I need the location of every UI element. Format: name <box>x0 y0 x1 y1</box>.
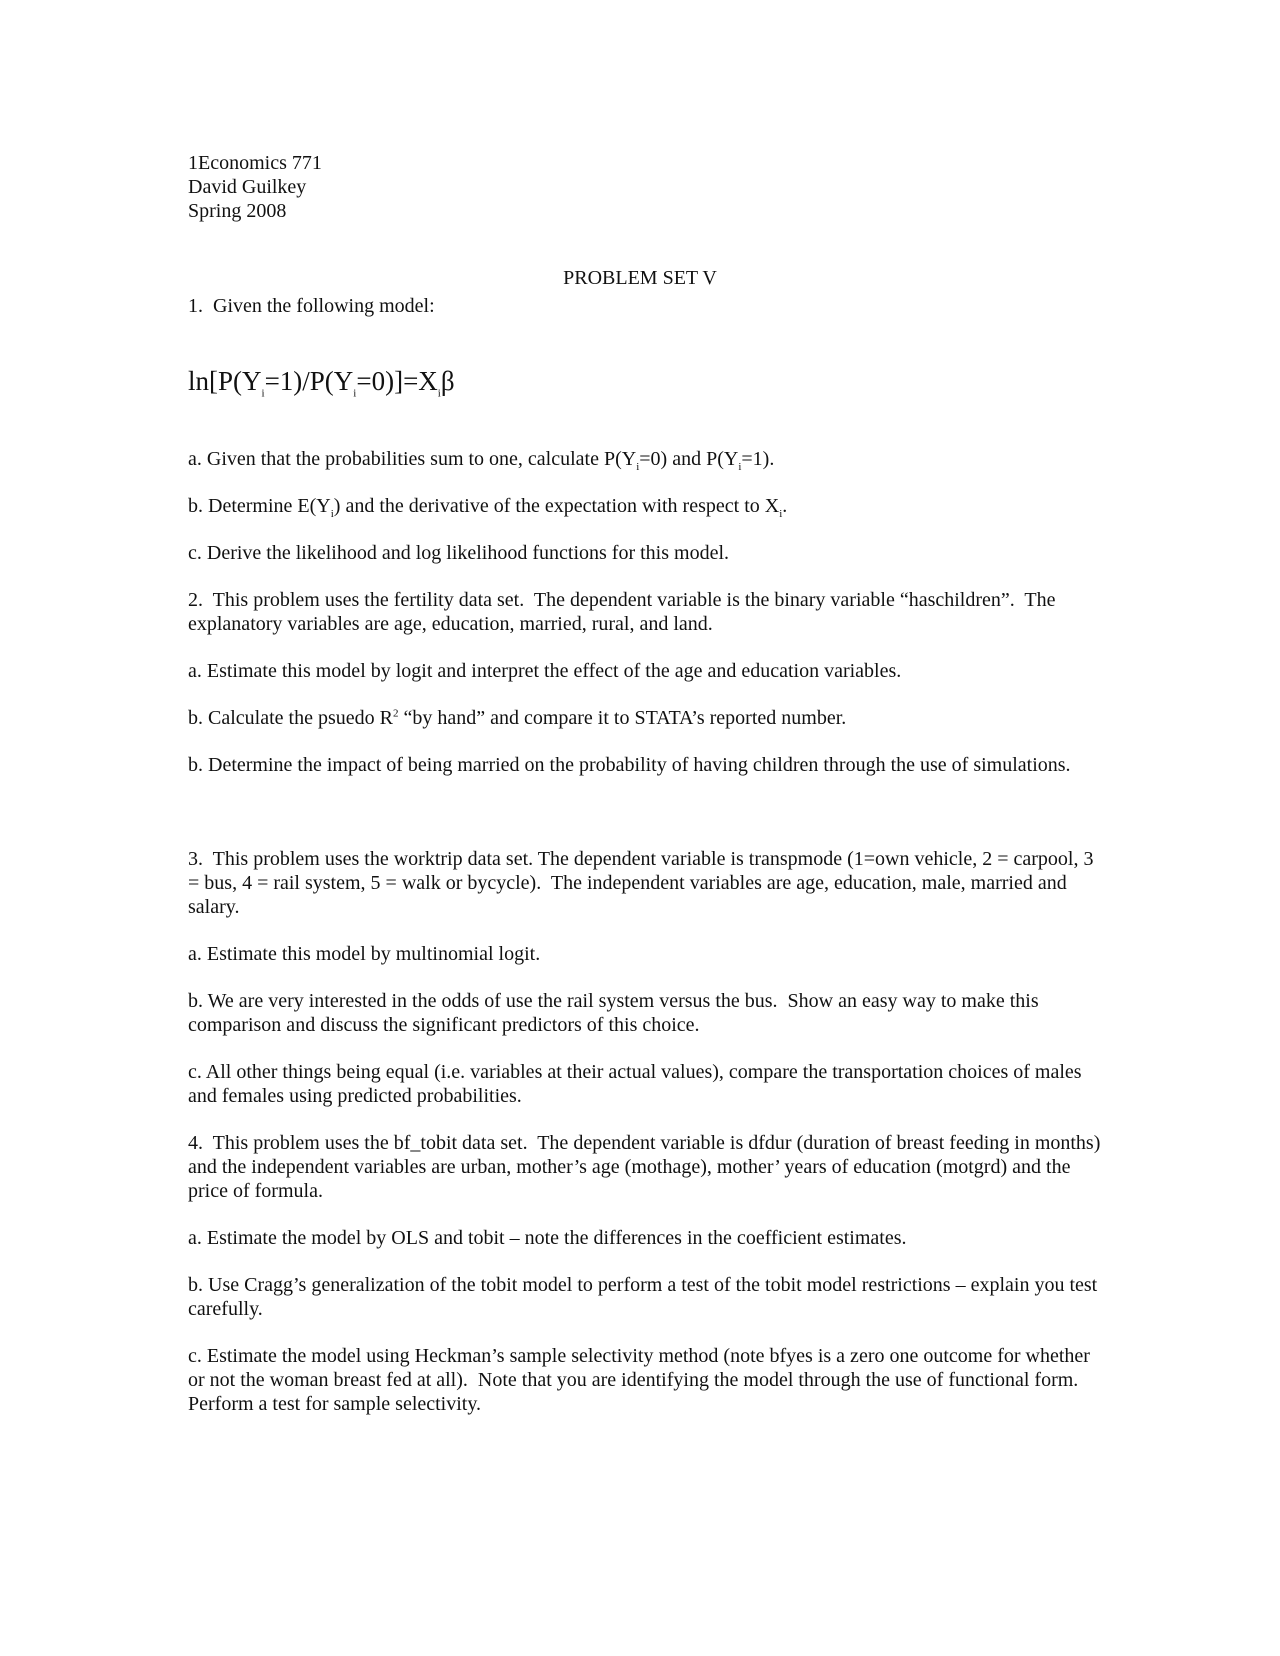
q1-part-b <box>188 494 1108 518</box>
course-line: 1Economics 771 <box>188 152 322 174</box>
q2-part-c: b. Determine the impact of being married on the probability of having children through the use of simulations. <box>188 754 1071 776</box>
eq-part: =1)/P(Y <box>264 366 354 396</box>
eq-subscript: i <box>261 387 265 400</box>
page-title: PROBLEM SET V <box>563 267 717 289</box>
text-run: a. Given that the probabilities sum to one, calculate P(Y <box>188 448 637 470</box>
eq-subscript: i <box>437 387 441 400</box>
eq-part: ln[P(Y <box>188 366 262 396</box>
q4-intro: 4. This problem uses the bf_tobit data set. The dependent variable is dfdur (duration of breast feeding in months) and the independent variables are urban, mother’s age (mothage), mother’ years of education (motgrd) and the price of formula. <box>188 1132 1106 1202</box>
text-run: “by hand” and compare it to STATA’s reported number. <box>398 707 847 729</box>
q3-part-a: a. Estimate this model by multinomial logit. <box>188 943 541 965</box>
q1-intro: 1. Given the following model: <box>188 295 435 317</box>
term-line: Spring 2008 <box>188 200 287 222</box>
q4-part-a: a. Estimate the model by OLS and tobit – note the differences in the coefficient estimates. <box>188 1227 907 1249</box>
q1-equation <box>188 365 1108 400</box>
eq-subscript: i <box>353 387 357 400</box>
subscript: i <box>330 508 334 520</box>
eq-part: =0)]=X <box>356 366 438 396</box>
q1-part-a <box>188 447 1108 471</box>
instructor-line: David Guilkey <box>188 176 307 198</box>
subscript: i <box>738 461 742 473</box>
q4-part-b: b. Use Cragg’s generalization of the tobit model to perform a test of the tobit model restrictions – explain you test carefully. <box>188 1274 1103 1320</box>
q4-part-c: c. Estimate the model using Heckman’s sample selectivity method (note bfyes is a zero one outcome for whether or not the woman breast fed at all). Note that you are identifying the model through the use of functional form. Perform a test for sample selectivity. <box>188 1345 1095 1415</box>
q3-part-b: b. We are very interested in the odds of use the rail system versus the bus. Show an easy way to make this comparison and discuss the significant predictors of this choice. <box>188 990 1044 1036</box>
q1-part-c: c. Derive the likelihood and log likelihood functions for this model. <box>188 542 730 564</box>
subscript: i <box>636 461 640 473</box>
q2-part-b <box>188 706 1108 730</box>
eq-part: β <box>440 366 455 396</box>
subscript: i <box>779 508 783 520</box>
text-run: b. Calculate the psuedo R <box>188 707 393 729</box>
q3-part-c: c. All other things being equal (i.e. variables at their actual values), compare the transportation choices of males and females using predicted probabilities. <box>188 1061 1087 1107</box>
superscript: 2 <box>392 707 399 720</box>
q2-part-a: a. Estimate this model by logit and interpret the effect of the age and education variables. <box>188 660 902 682</box>
text-run: ) and the derivative of the expectation with respect to X <box>333 495 780 517</box>
text-run: =1). <box>741 448 775 470</box>
q2-intro: 2. This problem uses the fertility data set. The dependent variable is the binary variable “haschildren”. The explanatory variables are age, education, married, rural, and land. <box>188 589 1061 635</box>
text-run: b. Determine E(Y <box>188 495 331 517</box>
text-run: =0) and P(Y <box>639 448 739 470</box>
q3-intro: 3. This problem uses the worktrip data set. The dependent variable is transpmode (1=own vehicle, 2 = carpool, 3 = bus, 4 = rail system, 5 = walk or bycycle). The independent variables are age, education, male, married and salary. <box>188 848 1099 918</box>
text-run: . <box>782 495 788 517</box>
